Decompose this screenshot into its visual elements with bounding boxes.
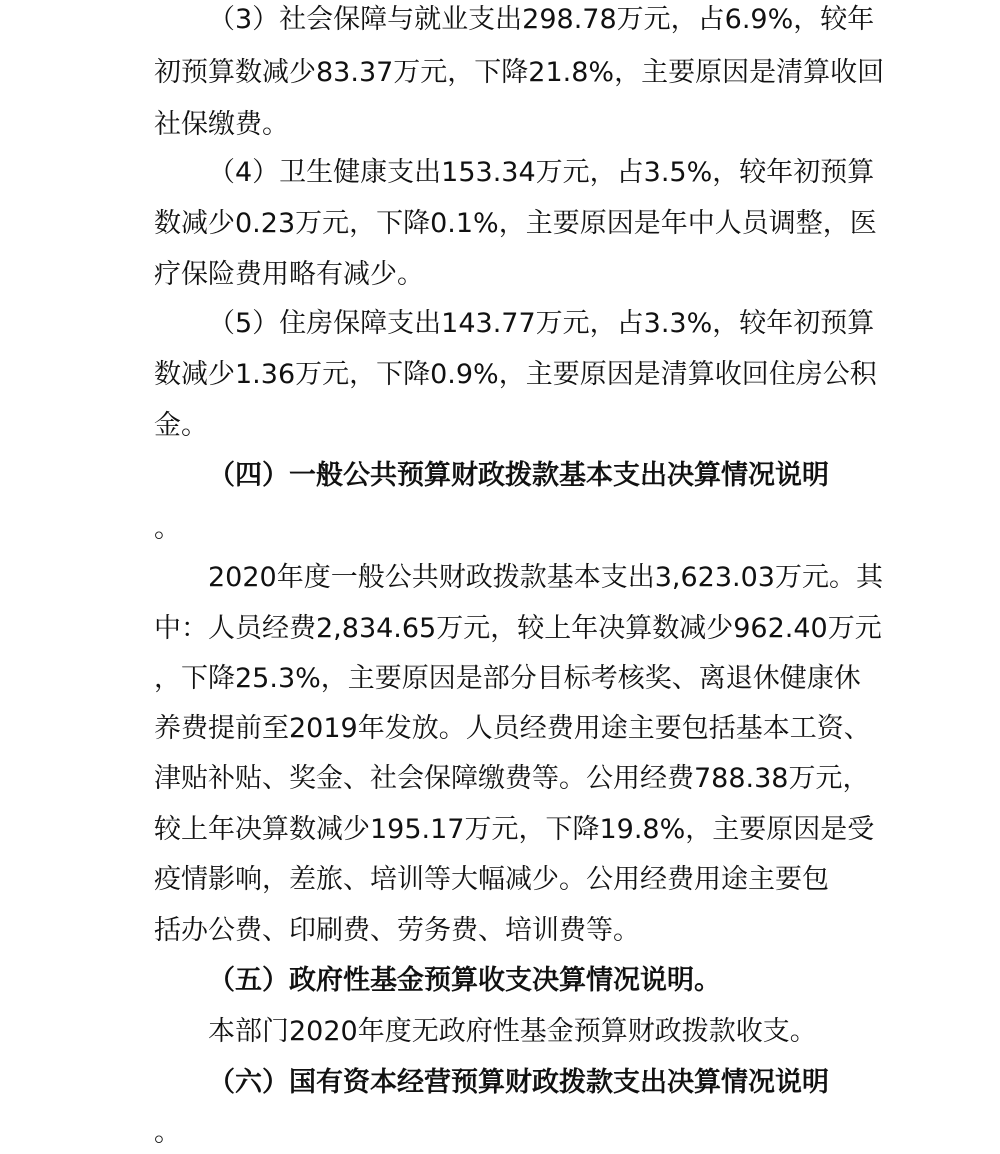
paragraph-line: 初预算数减少83.37万元，下降21.8%，主要原因是清算收回 xyxy=(154,57,885,88)
paragraph-line: （4）卫生健康支出153.34万元，占3.5%，较年初预算 xyxy=(208,157,875,188)
paragraph-line: 较上年决算数减少195.17万元，下降19.8%，主要原因是受 xyxy=(154,814,875,845)
paragraph-line: 本部门2020年度无政府性基金预算财政拨款收支。 xyxy=(208,1016,817,1047)
paragraph-line: 中：人员经费2,834.65万元，较上年决算数减少962.40万元 xyxy=(154,613,882,644)
section-heading: （四）一般公共预算财政拨款基本支出决算情况说明 xyxy=(208,460,829,491)
paragraph-line: （3）社会保障与就业支出298.78万元，占6.9%，较年 xyxy=(208,4,875,35)
paragraph-line: 数减少0.23万元，下降0.1%，主要原因是年中人员调整，医 xyxy=(154,208,877,239)
paragraph-line: 括办公费、印刷费、劳务费、培训费等。 xyxy=(154,915,640,946)
paragraph-line: ，下降25.3%，主要原因是部分目标考核奖、离退休健康休 xyxy=(154,663,861,694)
paragraph-line: 津贴补贴、奖金、社会保障缴费等。公用经费788.38万元， xyxy=(154,763,870,794)
heading-continuation: 。 xyxy=(154,513,181,544)
section-heading: （五）政府性基金预算收支决算情况说明。 xyxy=(208,965,721,996)
section-heading: （六）国有资本经营预算财政拨款支出决算情况说明 xyxy=(208,1067,829,1098)
heading-continuation: 。 xyxy=(154,1117,181,1148)
paragraph-line: 社保缴费。 xyxy=(154,109,289,140)
paragraph-line: 数减少1.36万元，下降0.9%，主要原因是清算收回住房公积 xyxy=(154,359,877,390)
paragraph-line: 金。 xyxy=(154,410,208,441)
paragraph-line: 2020年度一般公共财政拨款基本支出3,623.03万元。其 xyxy=(208,562,883,593)
paragraph-line: 疫情影响，差旅、培训等大幅减少。公用经费用途主要包 xyxy=(154,864,829,895)
paragraph-line: 养费提前至2019年发放。人员经费用途主要包括基本工资、 xyxy=(154,713,871,744)
paragraph-line: （5）住房保障支出143.77万元，占3.3%，较年初预算 xyxy=(208,308,875,339)
paragraph-line: 疗保险费用略有减少。 xyxy=(154,259,424,290)
